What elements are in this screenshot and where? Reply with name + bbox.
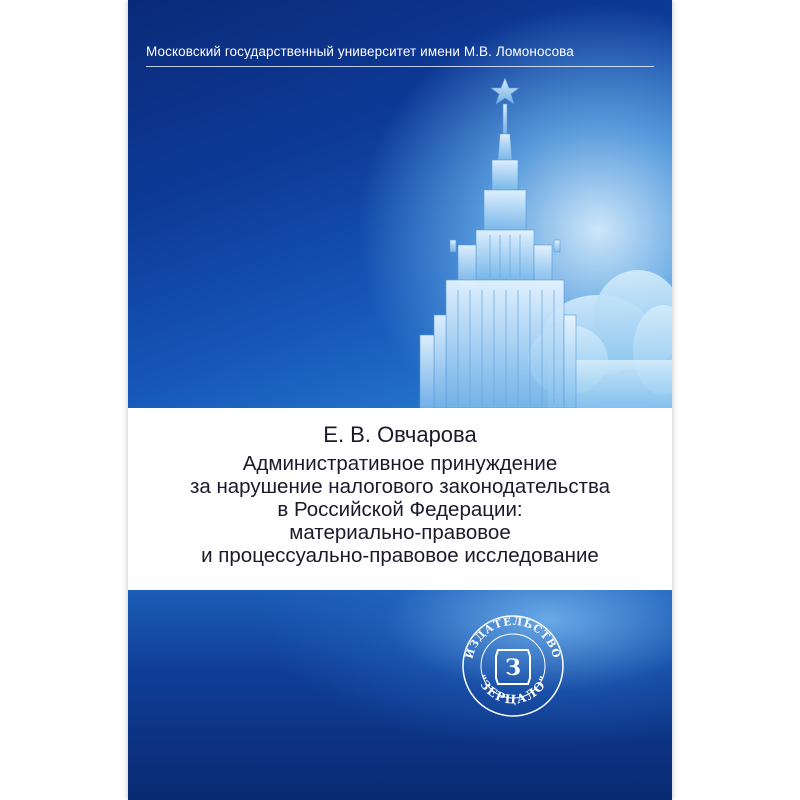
cover-text-panel [128, 408, 672, 590]
title-line: материально-правовое [289, 521, 511, 544]
publisher-seal-logo [458, 608, 568, 718]
title-line: Административное принуждение [242, 452, 558, 475]
book-title [128, 452, 672, 567]
svg-text:"ЗЕРЦАЛО": "ЗЕРЦАЛО" [473, 672, 553, 707]
title-line: за нарушение налогового законодательства [189, 475, 611, 498]
university-name: Московский государственный университет имени М.В. Ломоносова [146, 44, 574, 59]
title-line: в Российской Федерации: [277, 498, 523, 521]
university-building-illustration [128, 0, 672, 408]
author-name: Е. В. Овчарова [323, 422, 477, 447]
tower-shape [420, 78, 576, 408]
svg-text:З: З [505, 655, 521, 681]
svg-text:ИЗДАТЕЛЬСТВО: ИЗДАТЕЛЬСТВО [463, 615, 563, 661]
cover-top-panel [128, 0, 672, 408]
title-line: и процессуально-правовое исследование [201, 544, 599, 567]
cover-bottom-panel [128, 590, 672, 800]
book-cover [128, 0, 672, 800]
